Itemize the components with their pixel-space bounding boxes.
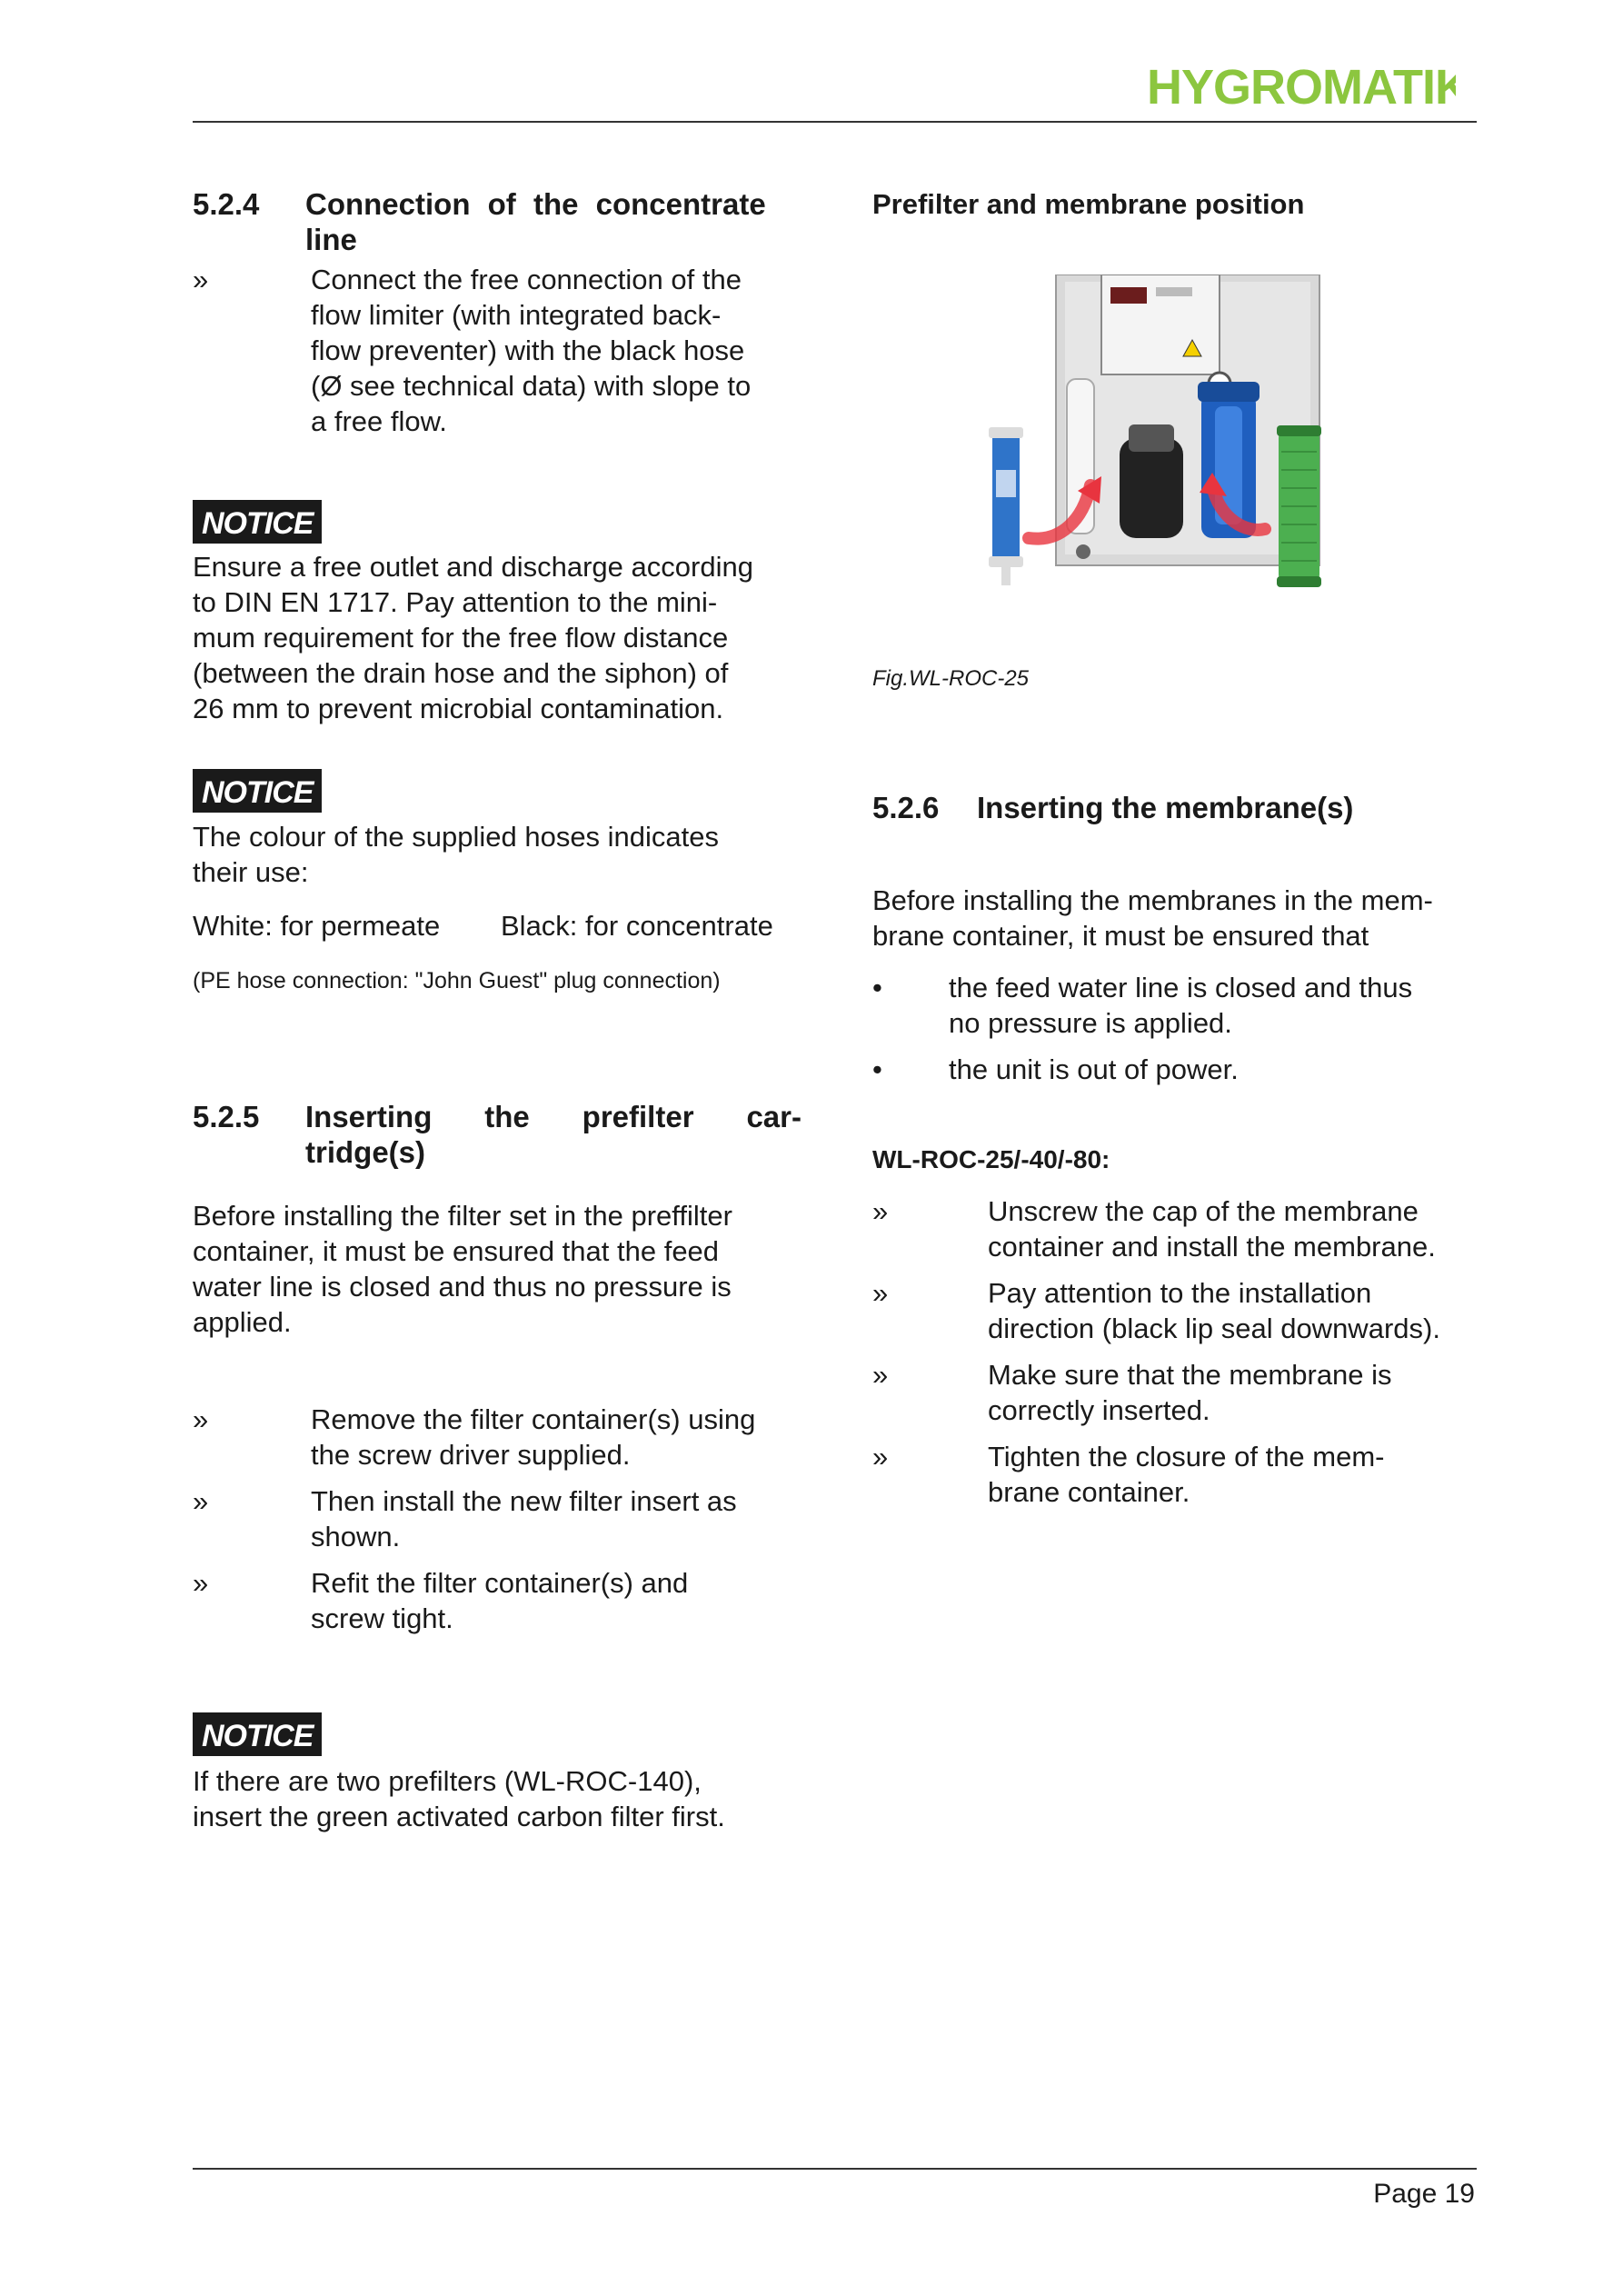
intro-line: Before installing the filter set in the preffilter [193,1200,732,1232]
step-line: container and install the membrane. [988,1231,1436,1263]
notice-line: to DIN EN 1717. Pay attention to the mini- [193,586,718,618]
notice-line: The colour of the supplied hoses indicates [193,821,720,853]
intro-line: Before installing the membranes in the mem- [872,884,1433,916]
section-title-524-line1: Connection of the concentrate [305,187,766,221]
step-526-4 [988,1439,1479,1510]
step-line: Pay attention to the installation [988,1277,1372,1309]
notice-line: mum requirement for the free flow distance [193,622,729,654]
header-rule [193,121,1477,123]
step-marker: » [193,1485,209,1517]
step-marker: » [193,1403,209,1435]
step-525-2 [311,1483,802,1554]
hygromatik-logo-icon [1147,53,1456,118]
brand-logo [1147,53,1456,118]
notice-1-text [193,549,802,726]
bullet-526-1 [949,970,1477,1041]
bullet-526-2 [949,1052,1477,1087]
notice-line: insert the green activated carbon filter first. [193,1801,725,1832]
notice-line: their use: [193,856,309,888]
section-number-525: 5.2.5 [193,1100,260,1133]
ro-unit-illustration [974,275,1338,602]
intro-line: water line is closed and thus no pressure is [193,1271,732,1303]
step-line: the screw driver supplied. [311,1439,631,1471]
step-line: Connect the free connection of the [311,264,742,295]
step-line: Tighten the closure of the mem- [988,1441,1385,1472]
title-word: prefilter [582,1100,694,1133]
figure-title: Prefilter and membrane position [872,188,1305,220]
step-line: correctly inserted. [988,1394,1210,1426]
bullet-marker: • [872,1053,882,1085]
title-word: the [484,1100,530,1133]
step-line: screw tight. [311,1602,453,1634]
notice-badge: NOTICE [193,500,322,544]
page-number: Page 19 [1373,2179,1475,2209]
hose-black-label: Black: for concentrate [501,910,773,942]
step-525-1 [311,1402,802,1472]
step-marker: » [872,1441,889,1472]
notice-3-text [193,1763,802,1834]
step-524-1 [311,262,802,439]
section-526-intro [872,883,1477,953]
section-title-526: Inserting the membrane(s) [977,791,1354,824]
step-marker: » [872,1195,889,1227]
model-heading: WL-ROC-25/-40/-80: [872,1145,1110,1173]
title-word: Inserting [305,1100,433,1133]
notice-line: 26 mm to prevent microbial contamination. [193,693,724,724]
bullet-line: the unit is out of power. [949,1053,1239,1085]
notice-badge: NOTICE [193,769,322,813]
section-title-524-line2: line [305,223,357,256]
step-526-3 [988,1357,1479,1428]
pe-hose-note: (PE hose connection: "John Guest" plug connection) [193,968,721,993]
section-title-525 [305,1099,802,1134]
step-marker: » [872,1277,889,1309]
footer-rule [193,2168,1477,2170]
step-line: (Ø see technical data) with slope to [311,370,752,402]
notice-2-text [193,819,802,890]
step-marker: » [872,1359,889,1391]
section-number-526: 5.2.6 [872,791,940,824]
step-526-2 [988,1275,1479,1346]
step-line: Refit the filter container(s) and [311,1567,689,1599]
step-525-3 [311,1565,802,1636]
ro-unit-figure [974,275,1338,602]
brand-name: HYGROMATIK [1147,60,1456,115]
section-title-525-line2: tridge(s) [305,1135,425,1169]
notice-line: Ensure a free outlet and discharge according [193,551,753,583]
hose-white-label: White: for permeate [193,910,441,942]
step-line: a free flow. [311,405,447,437]
step-line: flow preventer) with the black hose [311,334,745,366]
figure-caption: Fig.WL-ROC-25 [872,666,1030,691]
section-525-intro [193,1198,802,1340]
notice-line: (between the drain hose and the siphon) of [193,657,729,689]
step-line: Remove the filter container(s) using [311,1403,756,1435]
intro-line: brane container, it must be ensured that [872,920,1369,952]
intro-line: applied. [193,1306,292,1338]
notice-badge: NOTICE [193,1712,322,1756]
step-line: Make sure that the membrane is [988,1359,1392,1391]
bullet-line: the feed water line is closed and thus [949,972,1413,1003]
notice-line: If there are two prefilters (WL-ROC-140), [193,1765,702,1797]
bullet-line: no pressure is applied. [949,1007,1232,1039]
step-line: brane container. [988,1476,1190,1508]
step-line: Unscrew the cap of the membrane [988,1195,1419,1227]
intro-line: container, it must be ensured that the feed [193,1235,720,1267]
title-word: car- [746,1100,802,1133]
bullet-marker: • [872,972,882,1003]
step-line: Then install the new filter insert as [311,1485,737,1517]
step-marker: » [193,1567,209,1599]
section-title-524 [305,186,801,222]
step-526-1 [988,1193,1479,1264]
step-line: direction (black lip seal downwards). [988,1313,1440,1344]
step-marker: » [193,264,209,295]
step-line: flow limiter (with integrated back- [311,299,722,331]
step-line: shown. [311,1521,401,1552]
section-number-524: 5.2.4 [193,187,260,221]
